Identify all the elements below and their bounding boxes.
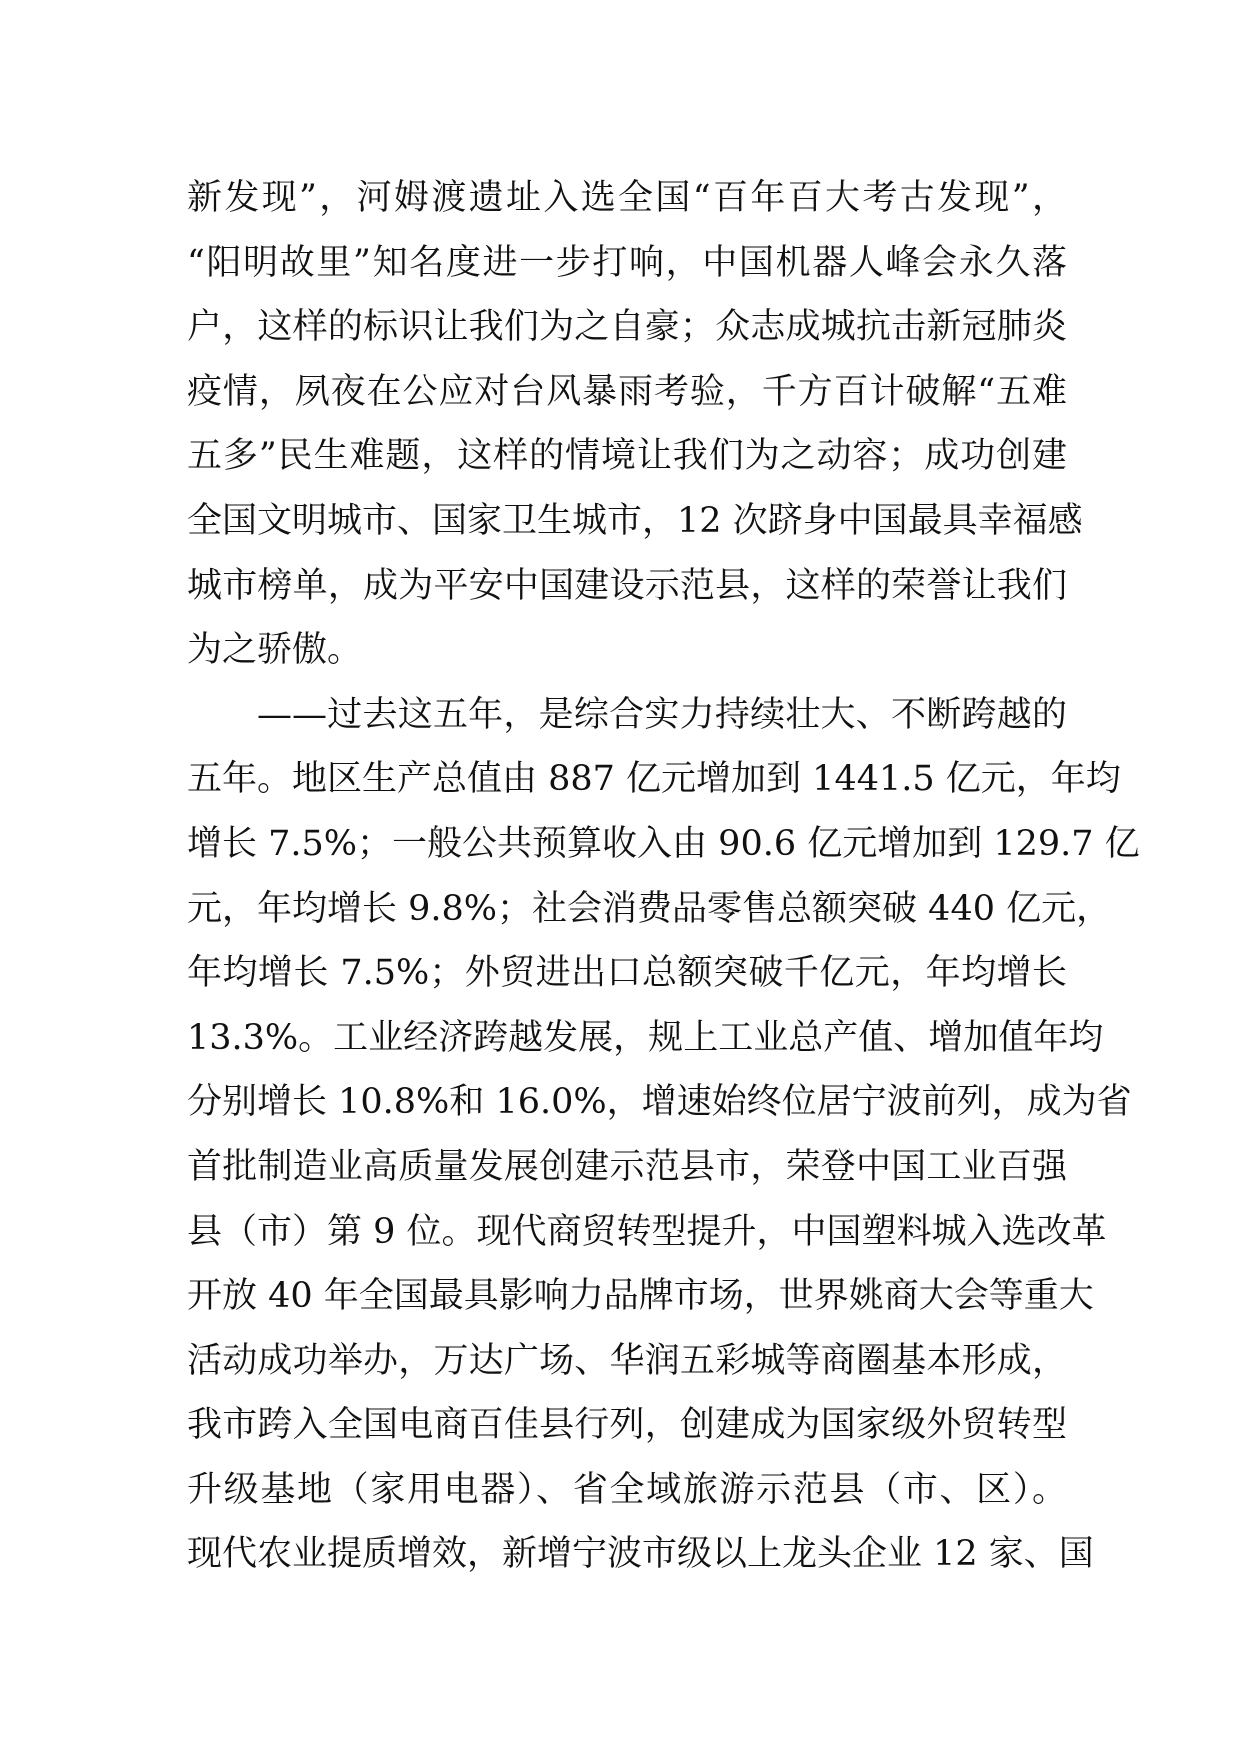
text-line: 全国文明城市、国家卫生城市，12 次跻身中国最具幸福感 — [187, 500, 1083, 541]
text-line: 为之骄傲。 — [187, 630, 363, 671]
text-line: 13.3%。工业经济跨越发展，规上工业总产值、增加值年均 — [187, 1017, 1104, 1058]
text-line: 分别增长 10.8%和 16.0%，增速始终位居宁波前列，成为省 — [187, 1082, 1132, 1123]
text-line: 元，年均增长 9.8%；社会消费品零售总额突破 440 亿元， — [187, 888, 1112, 929]
body-text — [187, 166, 1140, 1587]
text-line: 我市跨入全国电商百佳县行列，创建成为国家级外贸转型 — [187, 1405, 1067, 1446]
text-line: 新发现”，河姆渡遗址入选全国“百年百大考古发现”， — [187, 178, 1067, 218]
text-line: 开放 40 年全国最具影响力品牌市场，世界姚商大会等重大 — [187, 1276, 1094, 1317]
text-line: 活动成功举办，万达广场、华润五彩城等商圈基本形成， — [187, 1340, 1067, 1381]
text-line: 增长 7.5%；一般公共预算收入由 90.6 亿元增加到 129.7 亿 — [187, 823, 1140, 864]
text-line: 年均增长 7.5%；外贸进出口总额突破千亿元，年均增长 — [187, 953, 1067, 994]
text-line: 城市榜单，成为平安中国建设示范县，这样的荣誉让我们 — [187, 565, 1067, 606]
text-line: 现代农业提质增效，新增宁波市级以上龙头企业 12 家、国 — [187, 1534, 1094, 1575]
text-line: “阳明故里”知名度进一步打响，中国机器人峰会永久落 — [187, 242, 1067, 283]
text-line: 五年。地区生产总值由 887 亿元增加到 1441.5 亿元，年均 — [187, 759, 1121, 800]
text-line: 升级基地（家用电器）、省全域旅游示范县（市、区）。 — [187, 1469, 1067, 1510]
text-line: 县（市）第 9 位。现代商贸转型提升，中国塑料城入选改革 — [187, 1211, 1107, 1252]
text-line: 五多”民生难题，这样的情境让我们为之动容；成功创建 — [187, 436, 1067, 477]
text-line: 户，这样的标识让我们为之自豪；众志成城抗击新冠肺炎 — [187, 307, 1067, 348]
text-line: 首批制造业高质量发展创建示范县市，荣登中国工业百强 — [187, 1146, 1067, 1187]
paragraph-start-line: ——过去这五年，是综合实力持续壮大、不断跨越的 — [257, 694, 1067, 735]
text-line: 疫情，夙夜在公应对台风暴雨考验，千方百计破解“五难 — [187, 371, 1067, 412]
